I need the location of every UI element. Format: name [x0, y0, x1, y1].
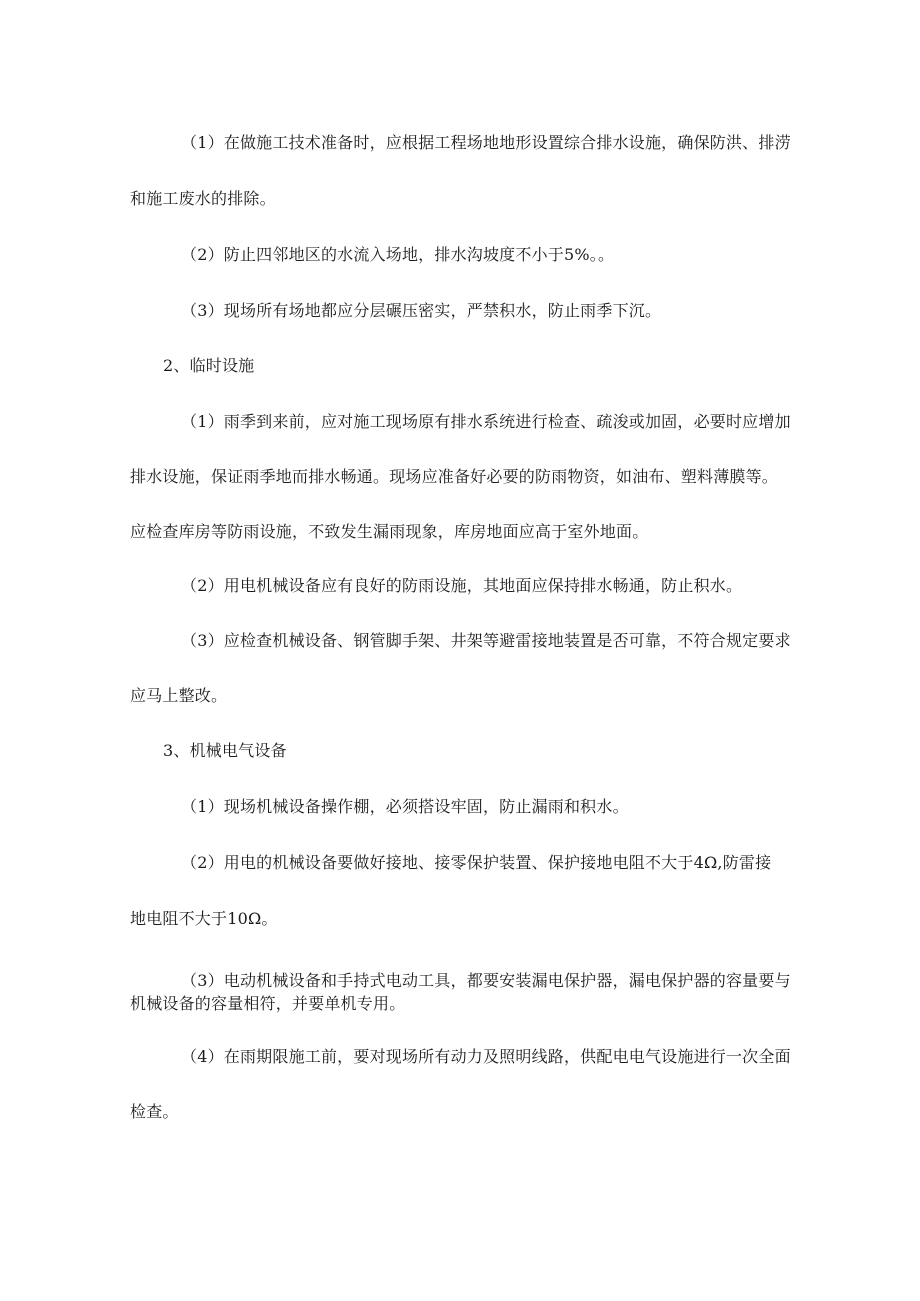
text-line: （2）用电机械设备应有良好的防雨设施，其地面应保持排水畅通，防止积水。 — [181, 576, 743, 595]
text-line: 检查。 — [130, 1102, 179, 1121]
text-line: 和施工废水的排除。 — [130, 189, 276, 208]
text-line: （1）在做施工技术准备时，应根据工程场地地形设置综合排水设施，确保防洪、排涝 — [181, 133, 791, 152]
text-line: （4）在雨期限施工前，要对现场所有动力及照明线路，供配电电气设施进行一次全面 — [181, 1047, 791, 1066]
text-line: （3）电动机械设备和手持式电动工具，都要安装漏电保护器，漏电保护器的容量要与 — [181, 971, 791, 990]
section-heading: 3、机械电气设备 — [163, 741, 287, 760]
text-line: （1）雨季到来前，应对施工现场原有排水系统进行检查、疏浚或加固，必要时应增加 — [181, 412, 791, 431]
text-line: 排水设施，保证雨季地而排水畅通。现场应准备好必要的防雨物资，如油布、塑料薄膜等。 — [130, 467, 779, 486]
text-line: 应检查库房等防雨设施，不致发生漏雨现象，库房地面应高于室外地面。 — [130, 522, 649, 541]
text-line: （2）用电的机械设备要做好接地、接零保护装置、保护接地电阻不大于4Ω,防雷接 — [181, 853, 772, 872]
text-line: （3）应检查机械设备、钢管脚手架、井架等避雷接地装置是否可靠，不符合规定要求 — [181, 631, 791, 650]
text-line: （3）现场所有场地都应分层碾压密实，严禁积水，防止雨季下沉。 — [181, 301, 662, 320]
text-line: 应马上整改。 — [130, 686, 228, 705]
text-line: 机械设备的容量相符，并要单机专用。 — [130, 994, 406, 1013]
text-line: 地电阻不大于10Ω。 — [130, 909, 278, 928]
text-line: （2）防止四邻地区的水流入场地，排水沟坡度不小于5%。。 — [181, 245, 615, 264]
section-heading: 2、临时设施 — [163, 356, 255, 375]
text-line: （1）现场机械设备操作棚，必须搭设牢固，防止漏雨和积水。 — [181, 797, 629, 816]
